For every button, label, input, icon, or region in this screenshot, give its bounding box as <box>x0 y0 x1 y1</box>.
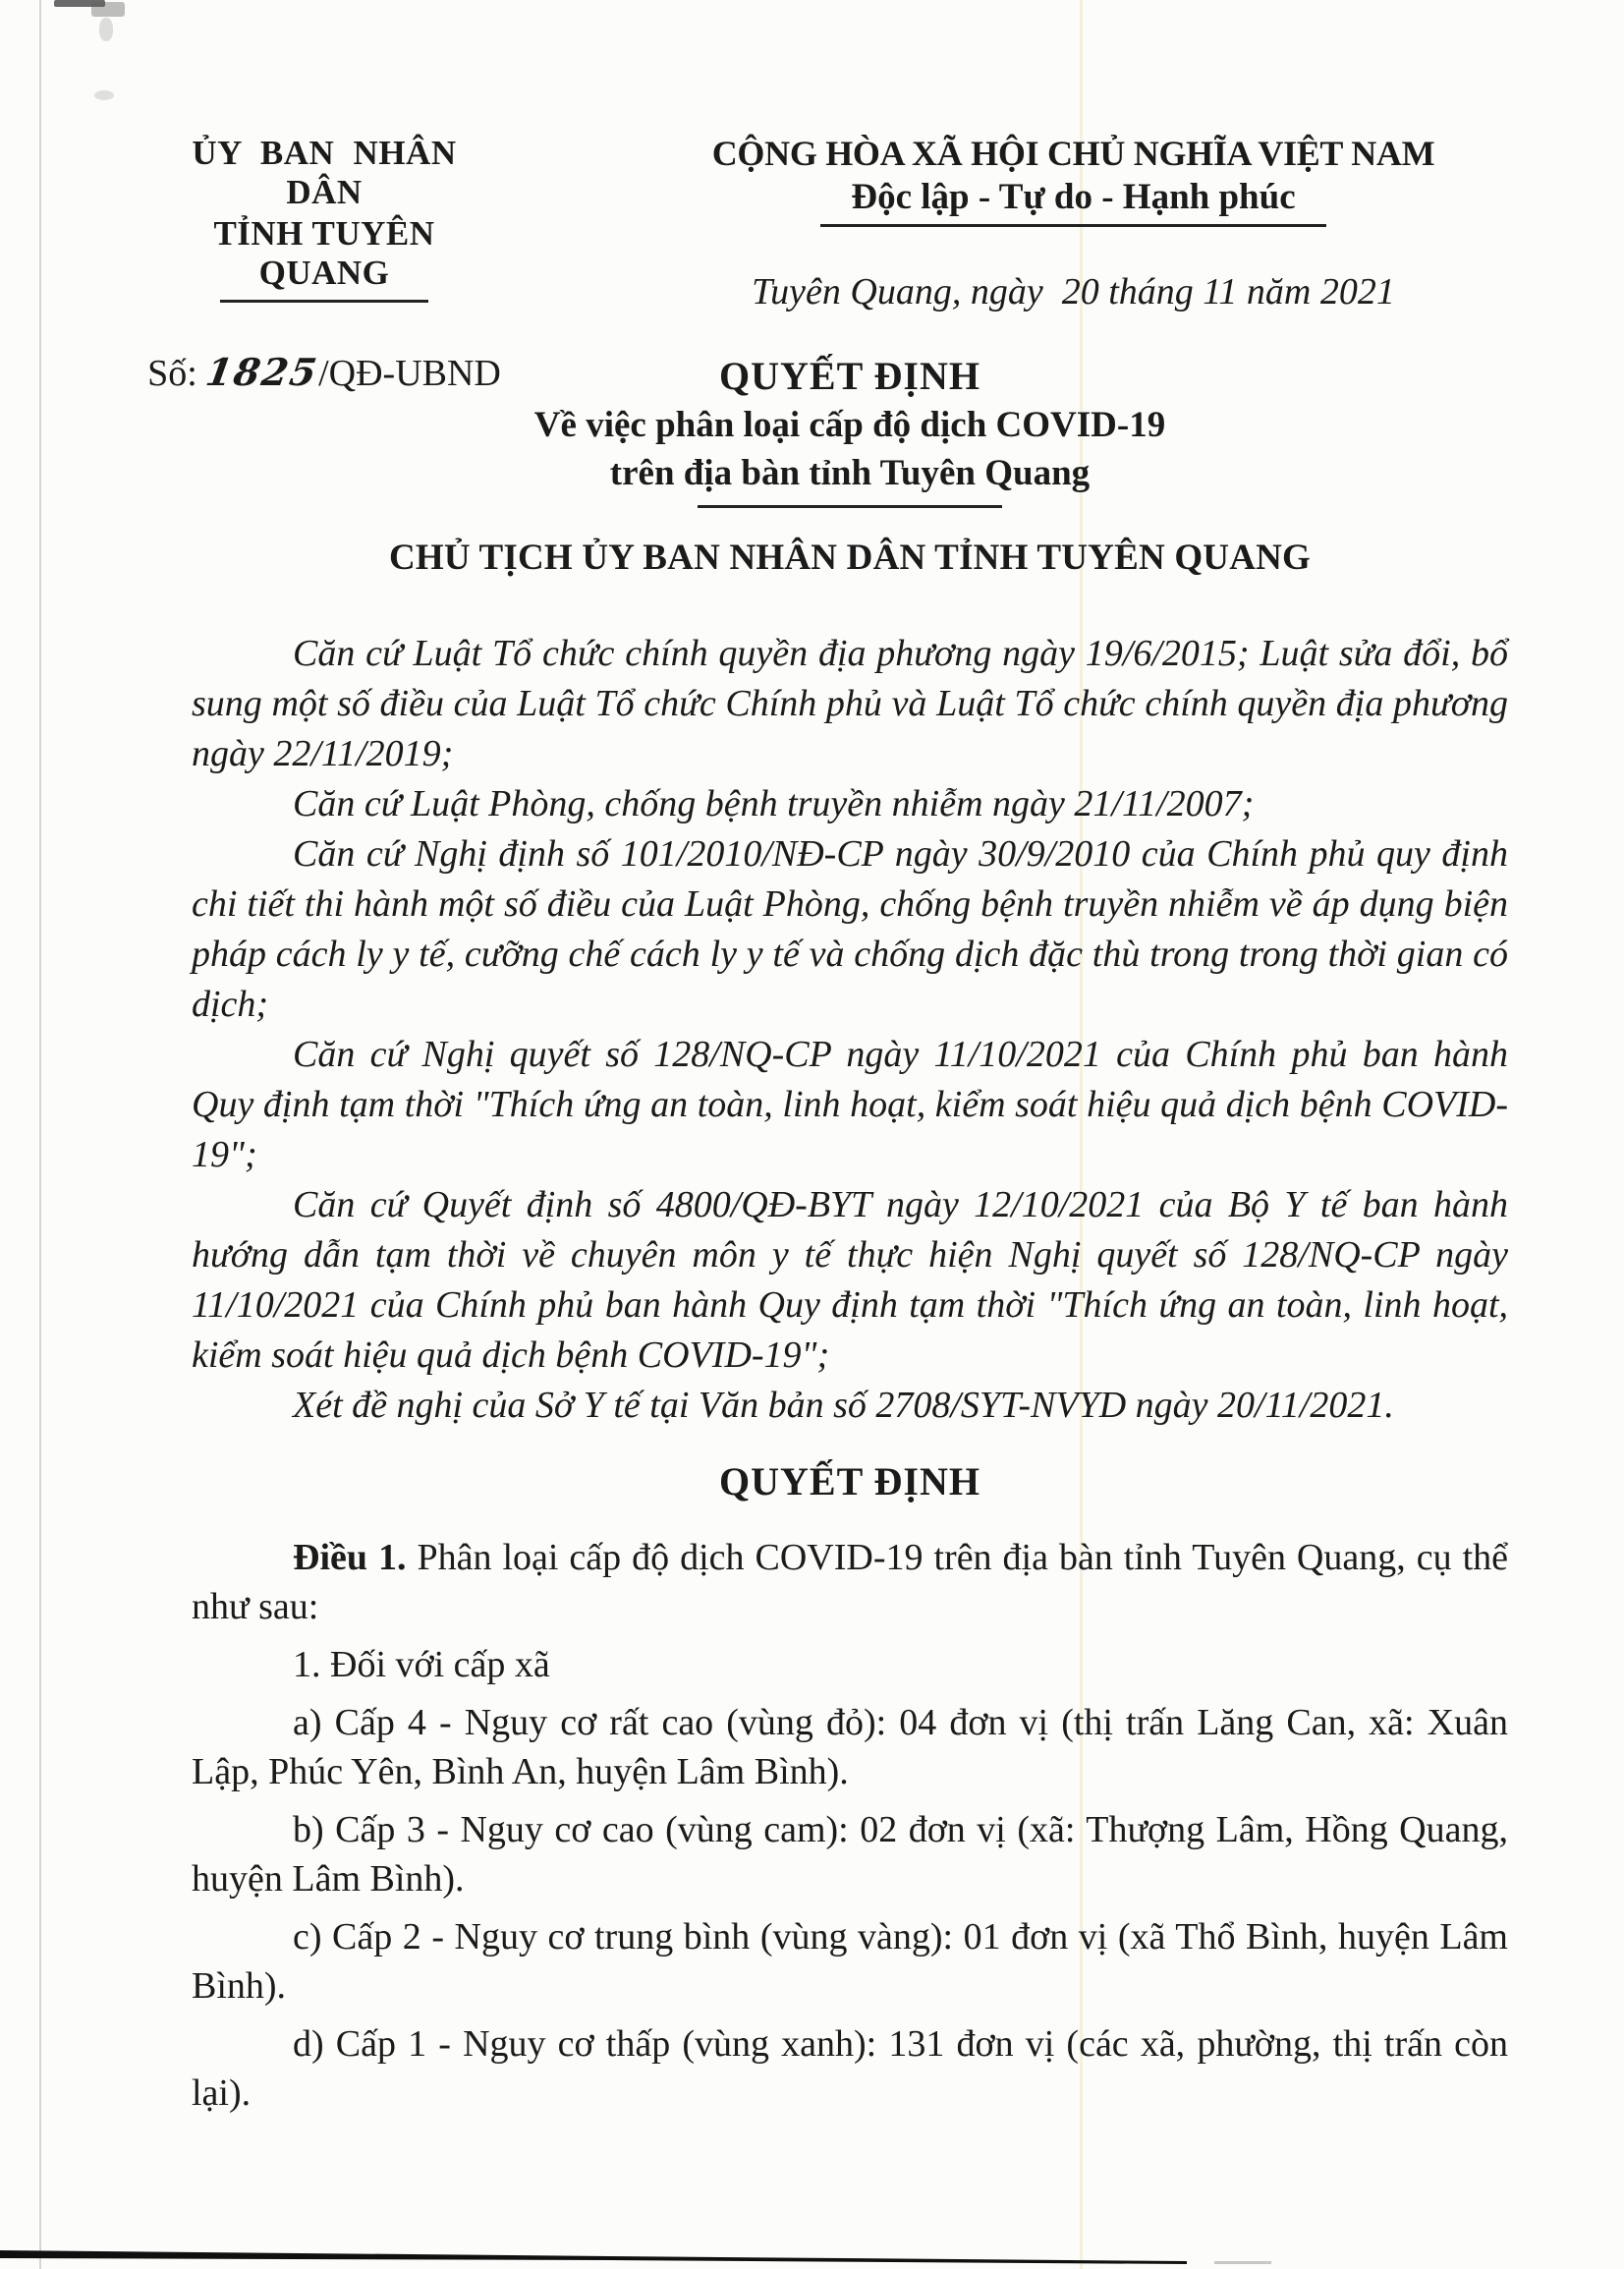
place-date-line: Tuyên Quang, ngày 20 tháng 11 năm 2021 <box>752 271 1395 312</box>
preamble-paragraph: Căn cứ Luật Phòng, chống bệnh truyền nhiễm ngày 21/11/2007; <box>293 783 1255 824</box>
org-name-line1: ỦY BAN NHÂN DÂN <box>192 134 457 211</box>
body-item: b) Cấp 3 - Nguy cơ cao (vùng cam): 02 đơn vị (xã: Thượng Lâm, Hồng Quang, huyện Lâm Bình). <box>192 1809 1508 1900</box>
article-1-label: Điều 1. <box>293 1537 407 1578</box>
title-underline <box>698 505 1002 508</box>
national-motto: Độc lập - Tự do - Hạnh phúc <box>851 177 1296 217</box>
motto-underline <box>820 224 1326 227</box>
bottom-scan-edge-line <box>0 2240 1624 2269</box>
preamble-paragraph: Căn cứ Quyết định số 4800/QĐ-BYT ngày 12/10/2021 của Bộ Y tế ban hành hướng dẫn tạm thời về chuyên môn y tế thực hiện Nghị quyết số 128/NQ-CP ngày 11/10/2021 của Chính phủ ban hành Quy định tạm thời "Thích ứng an toàn, linh hoạt, kiểm soát hiệu quả dịch bệnh COVID-19"; <box>192 1184 1508 1376</box>
document-number-prefix: Số: <box>147 353 207 394</box>
body-item: a) Cấp 4 - Nguy cơ rất cao (vùng đỏ): 04 đơn vị (thị trấn Lăng Can, xã: Xuân Lập, Phúc Yên, Bình An, huyện Lâm Bình). <box>192 1702 1508 1792</box>
document-subtitle-line1: Về việc phân loại cấp độ dịch COVID-19 <box>533 405 1166 445</box>
scan-smudge-top-2 <box>91 2 125 17</box>
body-item: 1. Đối với cấp xã <box>293 1644 550 1685</box>
scan-speck <box>94 90 114 100</box>
paper-edge-line <box>39 0 41 2269</box>
document-subtitle-line2: trên địa bàn tỉnh Tuyên Quang <box>609 453 1091 493</box>
national-title: CỘNG HÒA XÃ HỘI CHỦ NGHĨA VIỆT NAM <box>711 134 1435 173</box>
document-title: QUYẾT ĐỊNH <box>719 354 980 398</box>
preamble-paragraph: Căn cứ Luật Tổ chức chính quyền địa phương ngày 19/6/2015; Luật sửa đổi, bổ sung một số điều của Luật Tổ chức Chính phủ và Luật Tổ chức chính quyền địa phương ngày 22/11/2019; <box>192 633 1508 774</box>
preamble-paragraph: Căn cứ Nghị định số 101/2010/NĐ-CP ngày 30/9/2010 của Chính phủ quy định chi tiết thi hành một số điều của Luật Phòng, chống bệnh truyền nhiễm về áp dụng biện pháp cách ly y tế, cưỡng chế cách ly y tế và chống dịch đặc thù trong trong thời gian có dịch; <box>192 833 1508 1025</box>
org-underline <box>220 300 428 303</box>
document-content <box>192 629 1508 2127</box>
document-number-suffix: /QĐ-UBND <box>318 353 501 394</box>
decision-heading: QUYẾT ĐỊNH <box>719 1459 980 1503</box>
article-1-text: Phân loại cấp độ dịch COVID-19 trên địa bàn tỉnh Tuyên Quang, cụ thể như sau: <box>192 1537 1508 1627</box>
body-item: c) Cấp 2 - Nguy cơ trung bình (vùng vàng): 01 đơn vị (xã Thổ Bình, huyện Lâm Bình). <box>192 1916 1508 2007</box>
article-1-paragraph <box>192 1533 1508 1631</box>
document-title-block <box>192 354 1508 508</box>
articles-section <box>192 1533 1508 2118</box>
org-name-line2: TỈNH TUYÊN QUANG <box>213 214 435 292</box>
issuer-heading: CHỦ TỊCH ỦY BAN NHÂN DÂN TỈNH TUYÊN QUANG <box>388 538 1312 578</box>
national-motto-block <box>644 134 1503 313</box>
scan-smudge-top-3 <box>99 18 113 41</box>
preamble-paragraph: Xét đề nghị của Sở Y tế tại Văn bản số 2708/SYT-NVYD ngày 20/11/2021. <box>293 1385 1394 1426</box>
document-number-handwritten: 1825 <box>202 350 322 394</box>
body-item: d) Cấp 1 - Nguy cơ thấp (vùng xanh): 131 đơn vị (các xã, phường, thị trấn còn lại). <box>192 2023 1508 2114</box>
preamble-paragraph: Căn cứ Nghị quyết số 128/NQ-CP ngày 11/10/2021 của Chính phủ ban hành Quy định tạm thời "Thích ứng an toàn, linh hoạt, kiểm soát hiệu quả dịch bệnh COVID-19"; <box>192 1034 1508 1175</box>
preamble-section <box>192 629 1508 1431</box>
